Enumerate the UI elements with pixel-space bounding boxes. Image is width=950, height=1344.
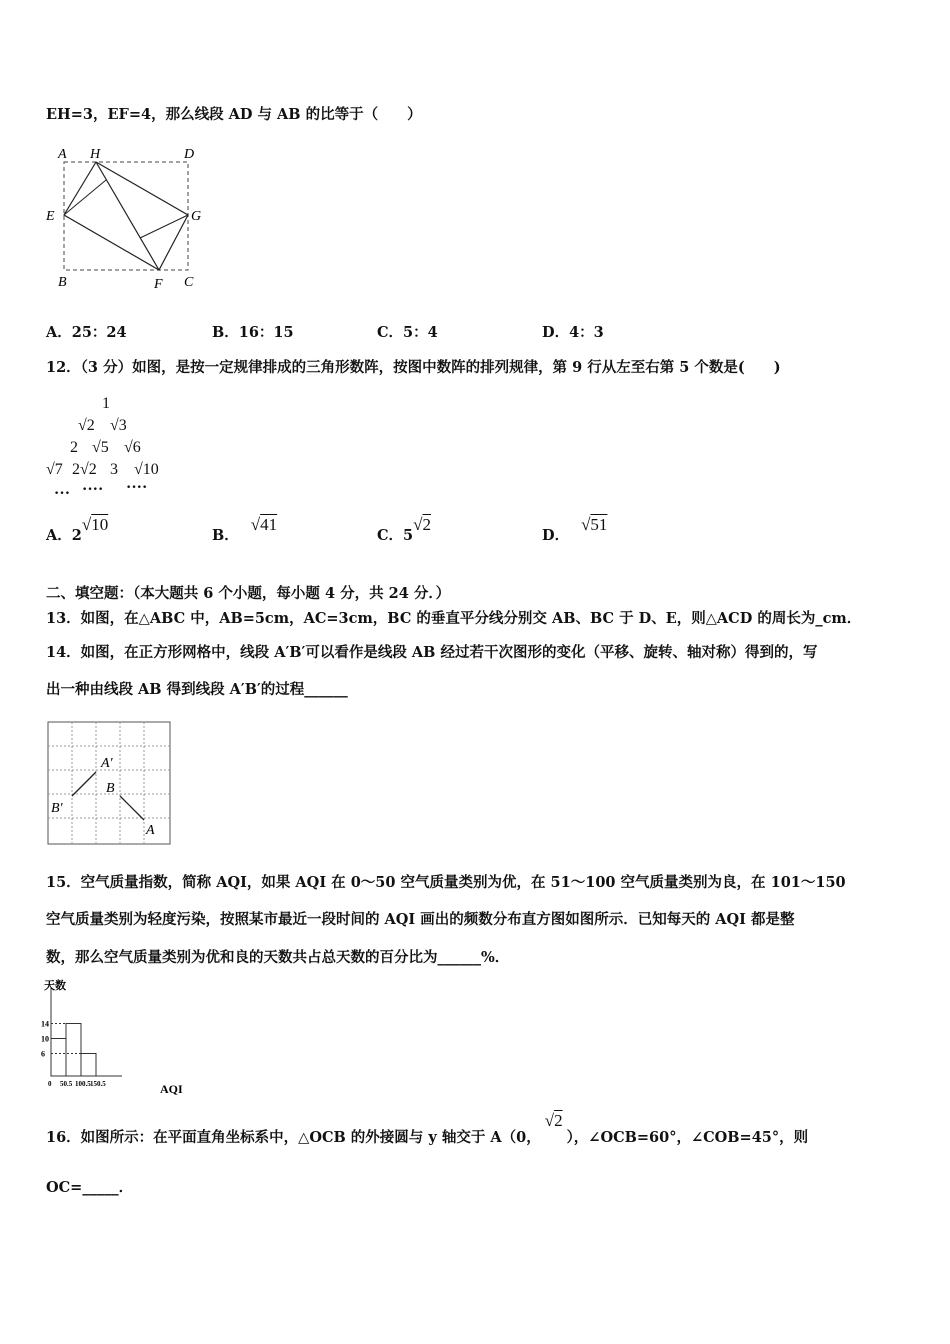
- q13-stem: 13．如图，在△ABC 中，AB=5cm，AC=3cm，BC 的垂直平分线分别交 AB、BC 于 D、E，则△ACD 的周长为_cm．: [46, 610, 862, 627]
- q11-stem: EH=3，EF=4，那么线段 AD 与 AB 的比等于（ ）: [46, 106, 422, 123]
- quadrilateral-ehfg: [64, 162, 188, 270]
- array-cell: √6: [124, 439, 141, 456]
- q12-option-b[interactable]: [212, 515, 278, 545]
- q12-stem: 12．（3 分）如图，是按一定规律排成的三角形数阵，按图中数阵的排列规律，第 9 行从左至右第 5 个数是( ): [46, 359, 781, 376]
- q11-option-d[interactable]: D．4：3: [542, 324, 604, 341]
- array-cell: ····: [126, 479, 148, 496]
- array-cell: √5: [92, 439, 109, 456]
- option-sqrt: √51: [581, 515, 608, 534]
- histogram-bar: [51, 1039, 66, 1077]
- aqi-histogram: [40, 975, 200, 1095]
- label-g: G: [191, 209, 202, 224]
- array-cell: 2√2: [72, 461, 97, 478]
- label-a: A: [58, 147, 67, 162]
- rectangle-abcd: [64, 162, 188, 270]
- array-cell: ····: [82, 481, 104, 498]
- option-radicand: 41: [260, 515, 278, 534]
- q14-stem-line1: 14．如图，在正方形网格中，线段 A′B′可以看作是线段 AB 经过若干次图形的变化（平移、旋转、轴对称）得到的，写: [46, 644, 818, 661]
- option-radicand: 2: [422, 515, 431, 534]
- array-cell: √7: [46, 461, 63, 478]
- option-label: D．: [542, 527, 570, 544]
- q11-rectangle-figure: [40, 140, 220, 295]
- q12-option-d[interactable]: [542, 515, 608, 545]
- sqrt-expression: √2: [544, 1111, 563, 1130]
- histogram-bar: [81, 1054, 96, 1077]
- option-radicand: 51: [590, 515, 608, 534]
- option-label: B．: [212, 527, 239, 544]
- option-coefficient: 2: [71, 527, 82, 544]
- x-tick-label: 100.5: [75, 1080, 91, 1088]
- q15-stem-line3: 数，那么空气质量类别为优和良的天数共占总天数的百分比为______%．: [46, 949, 510, 966]
- x-tick-label: 0: [48, 1080, 52, 1088]
- perp-e: [64, 180, 106, 215]
- q14-stem-line2: 出一种由线段 AB 得到线段 A′B′的过程______: [46, 681, 348, 698]
- radicand: 2: [554, 1111, 563, 1130]
- y-tick-label: 6: [41, 1049, 45, 1059]
- y-tick-label: 10: [41, 1034, 49, 1044]
- label-b-prime: B′: [51, 801, 63, 816]
- q16-stem-line2: OC=_____．: [46, 1179, 134, 1196]
- option-label: C．: [377, 527, 404, 544]
- array-cell: √3: [110, 417, 127, 434]
- label-b: B: [106, 781, 115, 796]
- label-f: F: [154, 277, 163, 292]
- option-sqrt: √10: [81, 515, 109, 534]
- array-cell: 1: [102, 395, 110, 412]
- option-sqrt: √2: [413, 515, 431, 534]
- array-cell: √10: [134, 461, 159, 478]
- option-sqrt: √41: [250, 515, 278, 534]
- q15-stem-line1: 15．空气质量指数，简称 AQI，如果 AQI 在 0～50 空气质量类别为优，在 51～100 空气质量类别为良，在 101～150: [46, 874, 846, 891]
- perp-g: [140, 215, 188, 238]
- y-axis-label: 天数: [44, 980, 66, 992]
- q14-grid-figure: [46, 720, 174, 848]
- label-b: B: [58, 275, 67, 290]
- option-label: A．: [46, 527, 72, 544]
- segment-a-prime-b-prime: [72, 772, 96, 796]
- q11-option-c[interactable]: C．5：4: [377, 324, 438, 341]
- q12-option-a[interactable]: [46, 515, 109, 545]
- line-hf: [96, 162, 159, 270]
- q16-text: ），∠OCB=60°，∠COB=45°，则: [566, 1129, 809, 1146]
- option-radicand: 10: [91, 515, 109, 534]
- x-tick-label: 50.5: [60, 1080, 73, 1088]
- histogram-bar: [66, 1024, 81, 1077]
- label-d: D: [184, 147, 195, 162]
- q16-stem-line1: [46, 1111, 809, 1147]
- array-cell: 2: [70, 439, 78, 456]
- label-a-prime: A′: [101, 756, 113, 771]
- option-coefficient: 5: [403, 527, 414, 544]
- q15-stem-line2: 空气质量类别为轻度污染，按照某市最近一段时间的 AQI 画出的频数分布直方图如图所示．已知每天的 AQI 都是整: [46, 911, 795, 928]
- label-a: A: [146, 823, 155, 838]
- q11-option-b[interactable]: B．16：15: [212, 324, 294, 341]
- x-axis-label: AQI: [160, 1082, 183, 1095]
- array-cell: …: [54, 481, 70, 498]
- label-c: C: [184, 275, 194, 290]
- q12-option-c[interactable]: [377, 515, 431, 545]
- y-tick-label: 14: [41, 1019, 49, 1029]
- segment-ab: [120, 796, 144, 820]
- array-cell: √2: [78, 417, 95, 434]
- label-h: H: [90, 147, 101, 162]
- section-heading: 二、填空题：（本大题共 6 个小题，每小题 4 分，共 24 分．）: [46, 585, 451, 602]
- q11-option-a[interactable]: A．25：24: [46, 324, 127, 341]
- q16-text: 16．如图所示：在平面直角坐标系中，△OCB 的外接圆与 y 轴交于 A（0，: [46, 1129, 541, 1146]
- array-cell: 3: [110, 461, 118, 478]
- label-e: E: [46, 209, 55, 224]
- x-tick-label: 150.5: [90, 1080, 106, 1088]
